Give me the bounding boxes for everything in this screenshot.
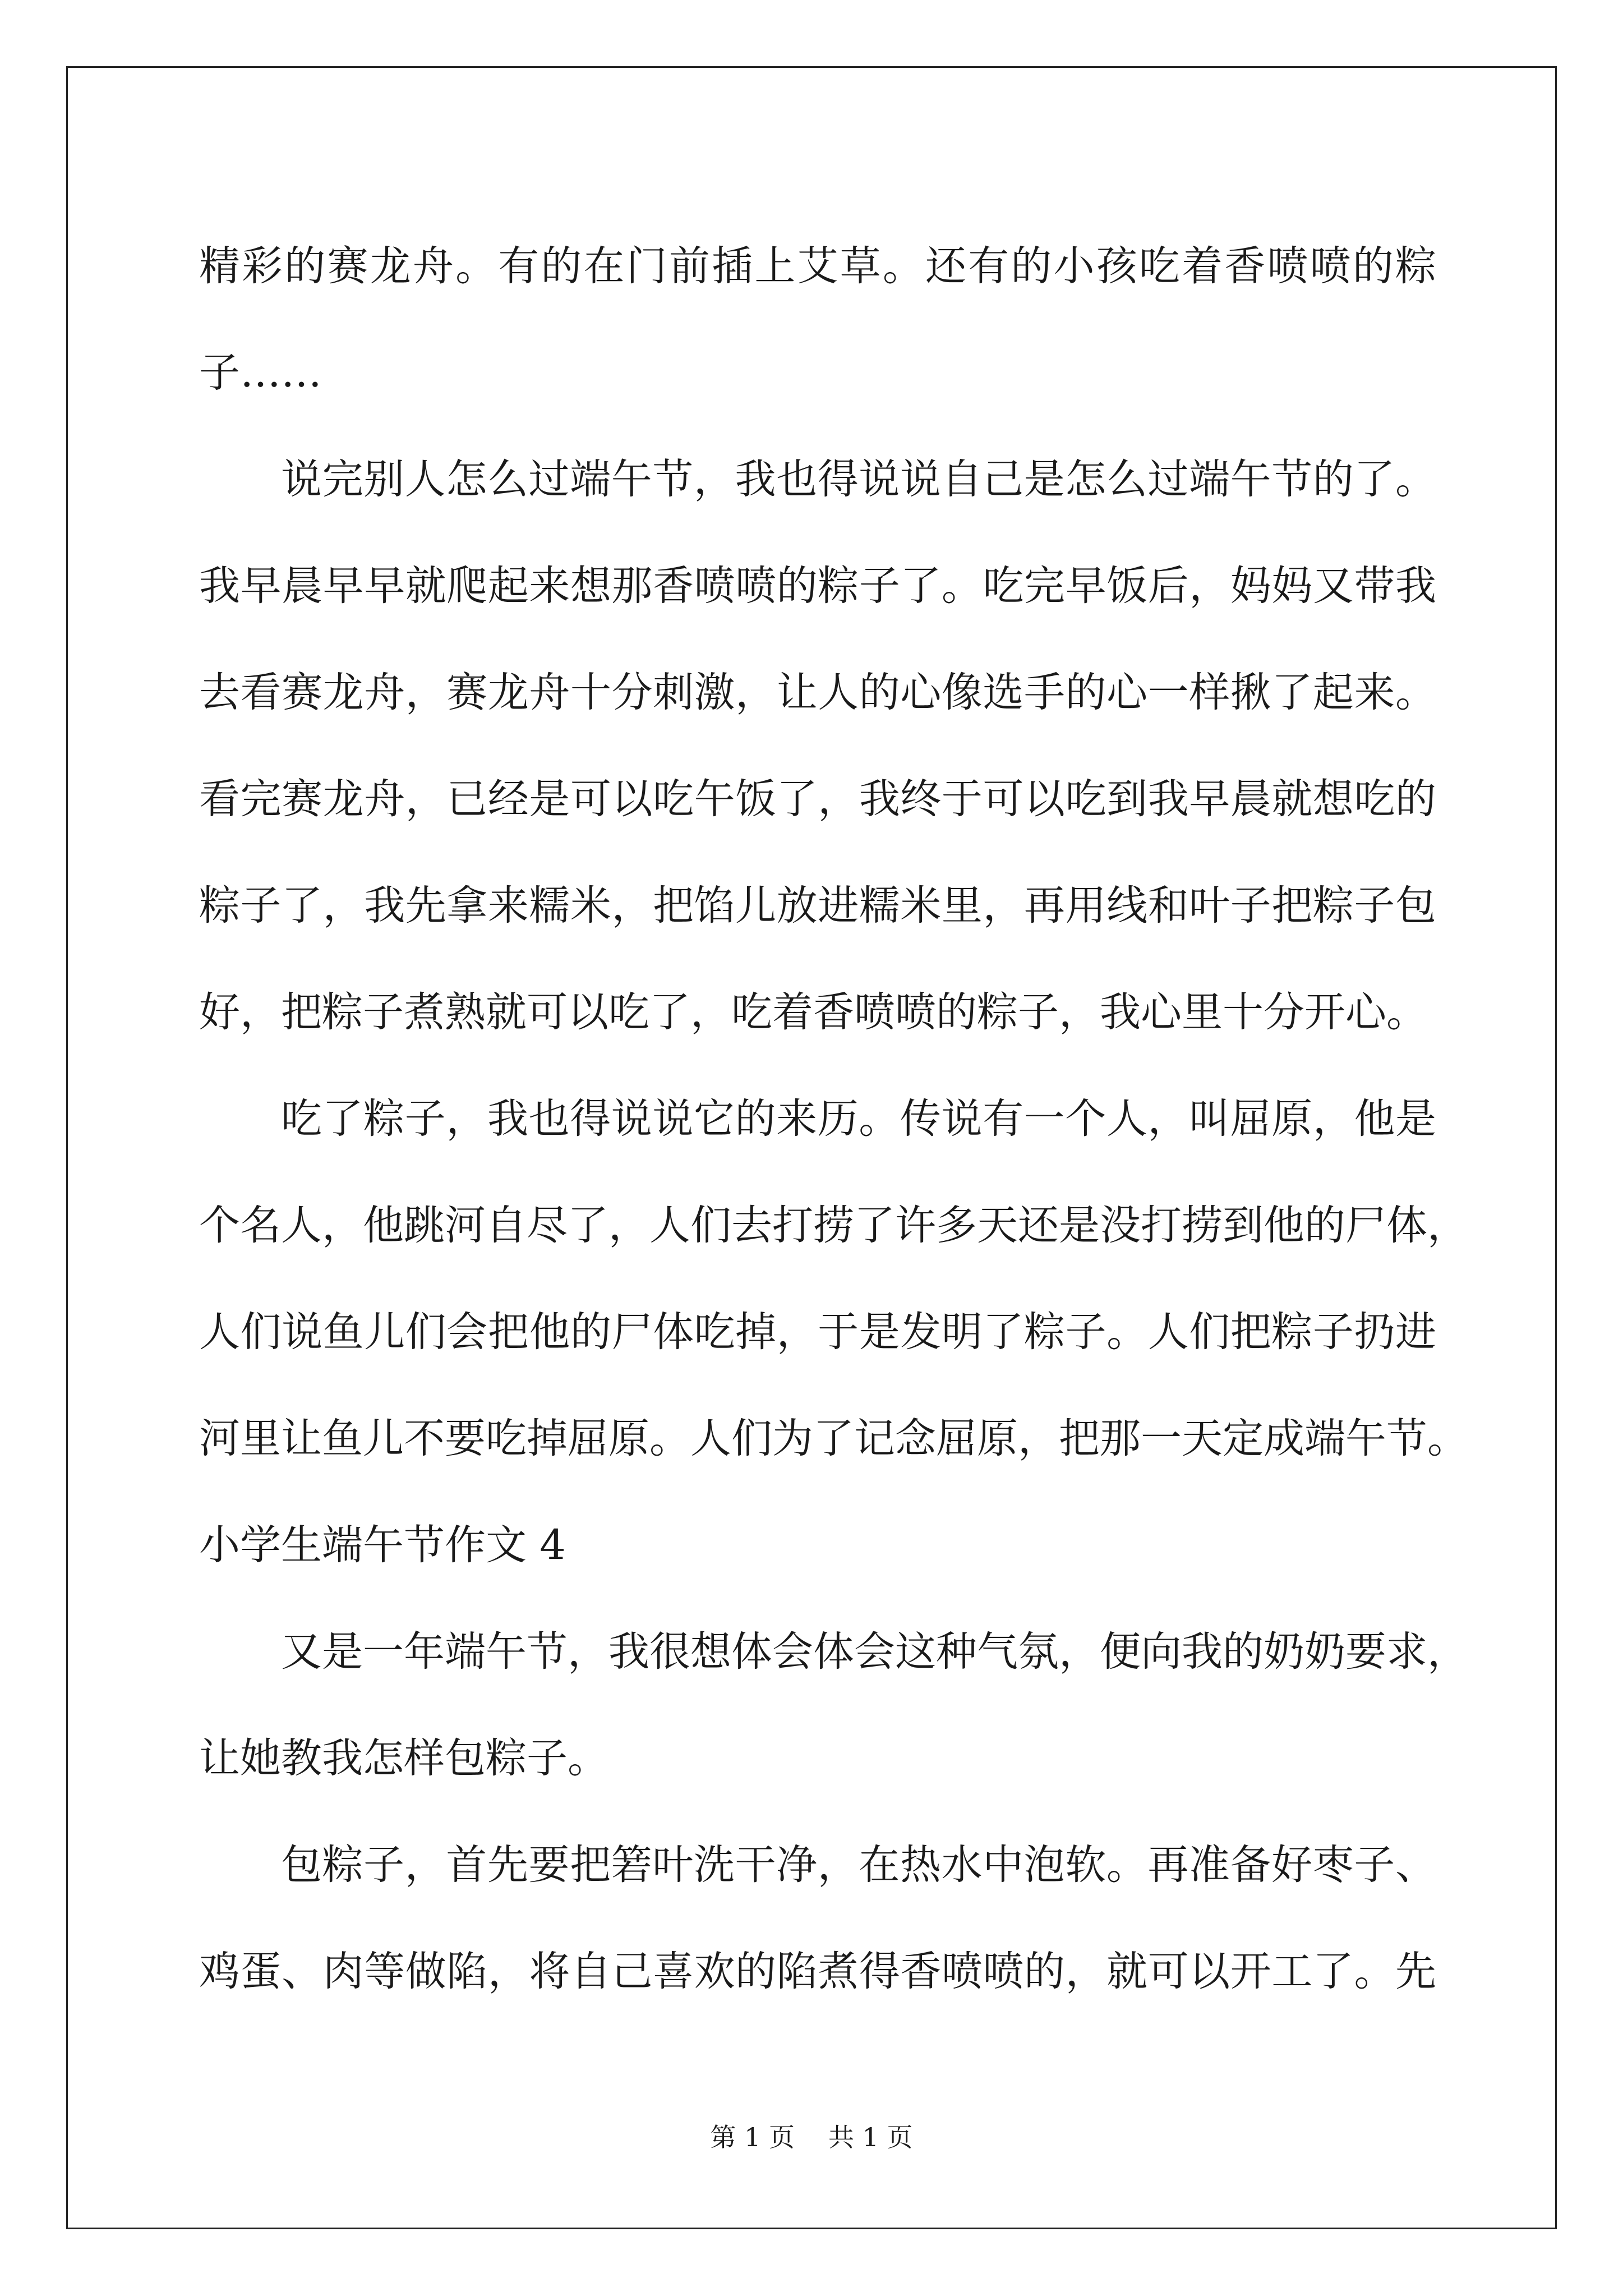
text-line: 粽子了，我先拿来糯米，把馅儿放进糯米里，再用线和叶子把粽子包 <box>199 882 1436 930</box>
text-line: 说完别人怎么过端午节，我也得说说自己是怎么过端午节的了。 <box>281 455 1436 503</box>
text-line: 好，把粽子煮熟就可以吃了，吃着香喷喷的粽子，我心里十分开心。 <box>199 988 1427 1036</box>
text-line: 吃了粽子，我也得说说它的来历。传说有一个人，叫屈原，他是 <box>281 1095 1436 1143</box>
text-line: 个名人，他跳河自尽了，人们去打捞了许多天还是没打捞到他的尸体， <box>199 1202 1468 1249</box>
text-line: 人们说鱼儿们会把他的尸体吃掉，于是发明了粽子。人们把粽子扔进 <box>199 1308 1436 1356</box>
text-line: 看完赛龙舟，已经是可以吃午饭了，我终于可以吃到我早晨就想吃的 <box>199 775 1436 823</box>
text-line: 又是一年端午节，我很想体会体会这种气氛，便向我的奶奶要求， <box>281 1628 1468 1676</box>
text-line: 我早晨早早就爬起来想那香喷喷的粽子了。吃完早饭后，妈妈又带我 <box>199 562 1436 610</box>
text-line: 让她教我怎样包粽子。 <box>199 1734 608 1782</box>
page-total: 共 1 页 <box>828 2122 913 2152</box>
text-line: 去看赛龙舟，赛龙舟十分刺激，让人的心像选手的心一样揪了起来。 <box>199 669 1436 716</box>
section-heading: 小学生端午节作文 4 <box>199 1521 566 1569</box>
text-line: 鸡蛋、肉等做陷，将自己喜欢的陷煮得香喷喷的，就可以开工了。先 <box>199 1948 1436 1995</box>
document-body <box>199 213 1468 2025</box>
text-line: 子…… <box>199 349 322 397</box>
page-number: 第 1 页 <box>710 2122 795 2152</box>
page-footer <box>0 2120 1623 2154</box>
text-line: 包粽子，首先要把箬叶洗干净，在热水中泡软。再准备好枣子、 <box>281 1841 1436 1889</box>
text-line: 精彩的赛龙舟。有的在门前插上艾草。还有的小孩吃着香喷喷的粽 <box>199 242 1436 290</box>
text-line: 河里让鱼儿不要吃掉屈原。人们为了记念屈原，把那一天定成端午节。 <box>199 1415 1468 1462</box>
